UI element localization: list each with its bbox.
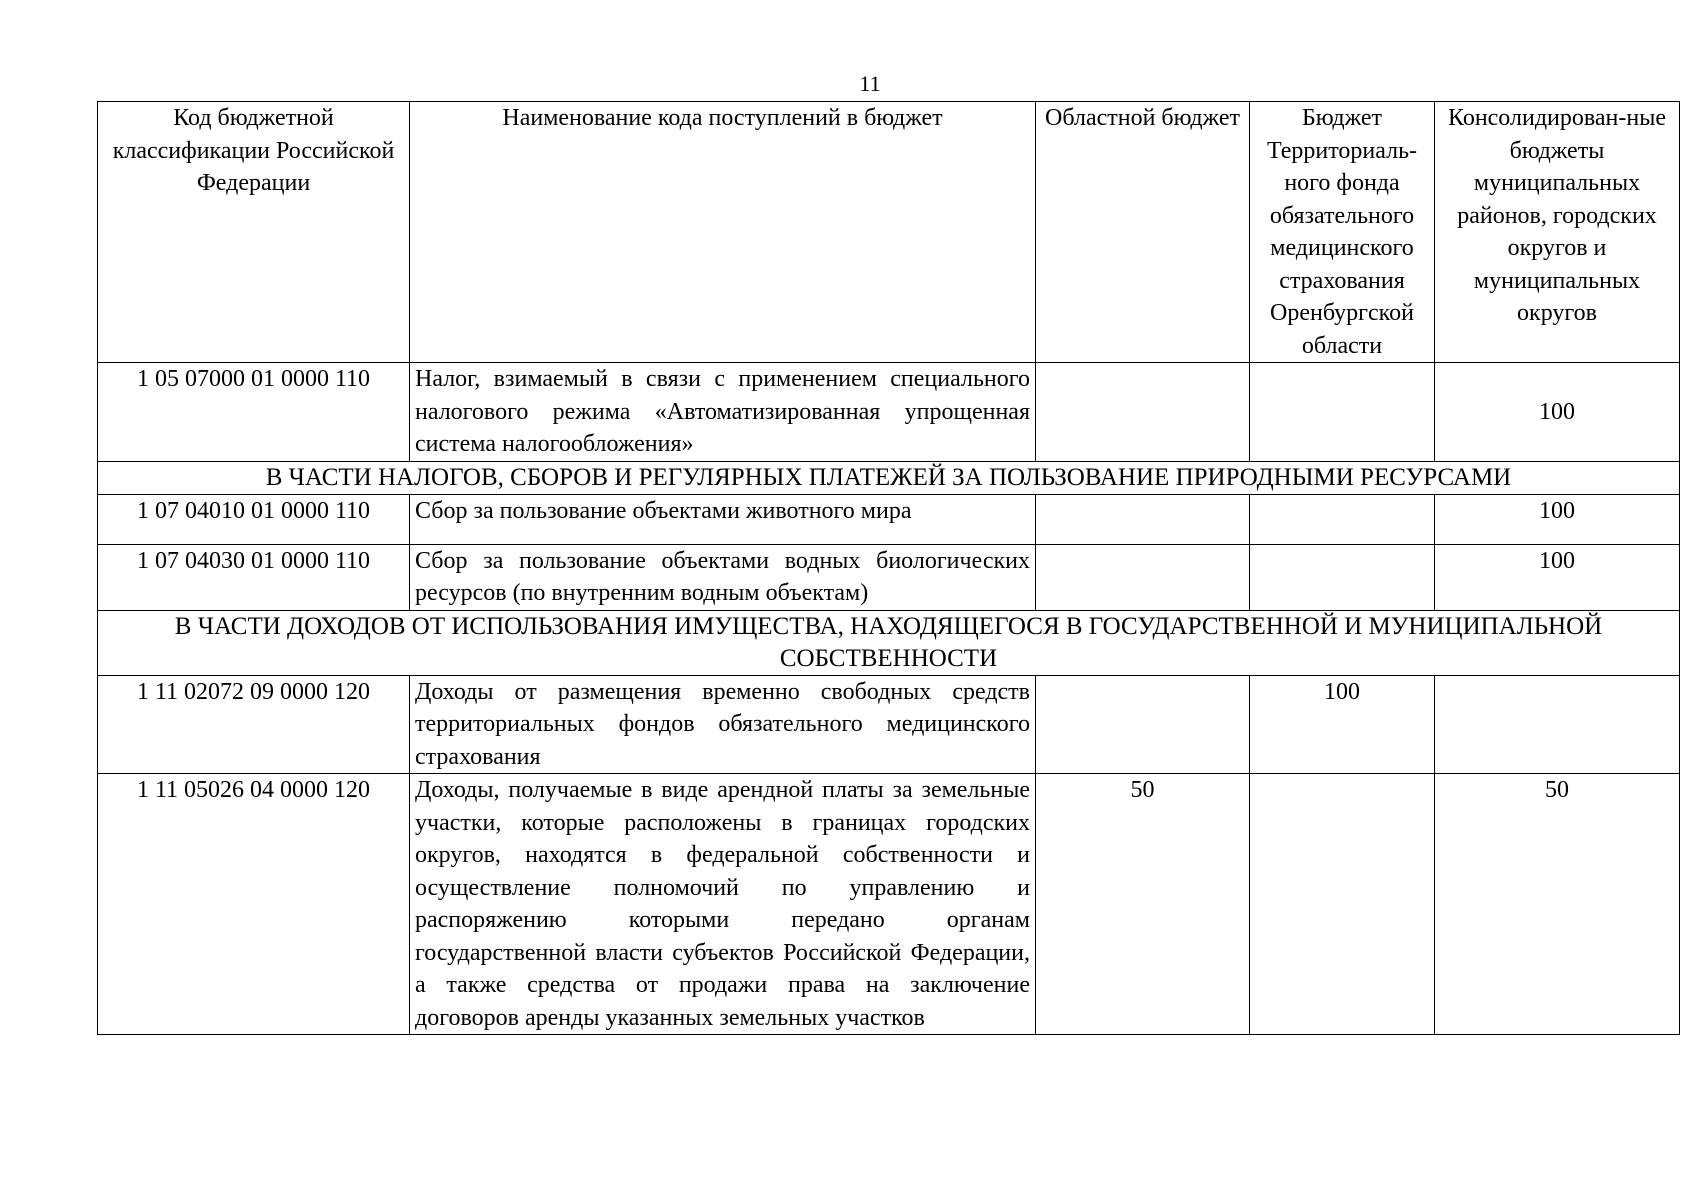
row-tfoms: [1250, 363, 1435, 462]
header-municipal-budgets: Консолидирован-ные бюджеты муниципальных районов, городских округов и муниципальных округов: [1435, 102, 1680, 363]
row-municipal: 100: [1435, 494, 1680, 544]
budget-revenue-table: [97, 101, 1680, 1035]
header-regional-budget: Областной бюджет: [1036, 102, 1250, 363]
row-tfoms: [1250, 494, 1435, 544]
row-regional: [1036, 363, 1250, 462]
table-row: [98, 675, 1680, 774]
row-code: 1 07 04010 01 0000 110: [98, 494, 410, 544]
section-title-property-income: В ЧАСТИ ДОХОДОВ ОТ ИСПОЛЬЗОВАНИЯ ИМУЩЕСТВА, НАХОДЯЩЕГОСЯ В ГОСУДАРСТВЕННОЙ И МУНИЦИПАЛЬНОЙ СОБСТВЕННОСТИ: [98, 610, 1680, 675]
row-regional: 50: [1036, 774, 1250, 1035]
section-title-natural-resources: В ЧАСТИ НАЛОГОВ, СБОРОВ И РЕГУЛЯРНЫХ ПЛАТЕЖЕЙ ЗА ПОЛЬЗОВАНИЕ ПРИРОДНЫМИ РЕСУРСАМИ: [98, 461, 1680, 494]
table-row: [98, 774, 1680, 1035]
row-name: Налог, взимаемый в связи с применением специального налогового режима «Автоматизированная упрощенная система налогообложения»: [410, 363, 1036, 462]
row-municipal: [1435, 675, 1680, 774]
table-row: [98, 494, 1680, 544]
row-code: 1 11 05026 04 0000 120: [98, 774, 410, 1035]
row-tfoms: 100: [1250, 675, 1435, 774]
header-name: Наименование кода поступлений в бюджет: [410, 102, 1036, 363]
header-tfoms-budget: Бюджет Территориаль-ного фонда обязательного медицинского страхования Оренбургской области: [1250, 102, 1435, 363]
row-tfoms: [1250, 774, 1435, 1035]
row-municipal: 100: [1435, 544, 1680, 610]
row-code: 1 11 02072 09 0000 120: [98, 675, 410, 774]
row-municipal: 50: [1435, 774, 1680, 1035]
row-code: 1 05 07000 01 0000 110: [98, 363, 410, 462]
row-code: 1 07 04030 01 0000 110: [98, 544, 410, 610]
row-name: Сбор за пользование объектами животного мира: [410, 494, 1036, 544]
row-name: Сбор за пользование объектами водных биологических ресурсов (по внутренним водным объектам): [410, 544, 1036, 610]
section-header-row: [98, 610, 1680, 675]
page-number: 11: [859, 71, 881, 96]
row-name: Доходы, получаемые в виде арендной платы за земельные участки, которые расположены в границах городских округов, находятся в федеральной собственности и осуществление полномочий по управлению и распоряжению которыми передано органам государственной власти субъектов Российской Федерации, а также средства от продажи права на заключение договоров аренды указанных земельных участков: [410, 774, 1036, 1035]
section-header-row: [98, 461, 1680, 494]
header-code: Код бюджетной классификации Российской Федерации: [98, 102, 410, 363]
row-regional: [1036, 675, 1250, 774]
row-regional: [1036, 494, 1250, 544]
table-row: [98, 544, 1680, 610]
row-tfoms: [1250, 544, 1435, 610]
table-row: [98, 363, 1680, 462]
row-regional: [1036, 544, 1250, 610]
table-header-row: [98, 102, 1680, 363]
row-municipal: 100: [1435, 363, 1680, 462]
row-name: Доходы от размещения временно свободных средств территориальных фондов обязательного медицинского страхования: [410, 675, 1036, 774]
